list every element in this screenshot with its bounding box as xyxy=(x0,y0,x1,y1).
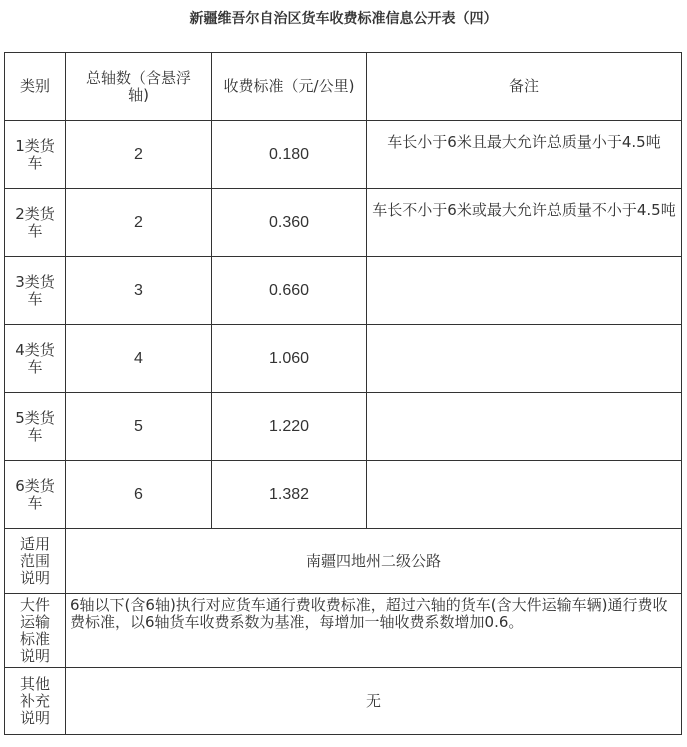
row-remark xyxy=(367,257,682,325)
header-rate: 收费标准（元/公里) xyxy=(212,53,367,121)
large-cargo-label: 大件运输标准说明 xyxy=(5,594,66,668)
row-axles: 4 xyxy=(66,325,212,393)
row-axles: 6 xyxy=(66,461,212,529)
row-remark xyxy=(367,393,682,461)
scope-label: 适用范围说明 xyxy=(5,529,66,594)
table-row xyxy=(5,121,682,189)
row-axles: 2 xyxy=(66,121,212,189)
row-remark: 车长不小于6米或最大允许总质量不小于4.5吨 xyxy=(367,189,682,257)
page-title: 新疆维吾尔自治区货车收费标准信息公开表（四） xyxy=(189,11,498,27)
row-remark xyxy=(367,325,682,393)
table-row xyxy=(5,393,682,461)
row-category: 5类货车 xyxy=(5,393,66,461)
other-value: 无 xyxy=(66,668,682,735)
other-row xyxy=(5,668,682,735)
row-rate: 1.382 xyxy=(212,461,367,529)
table-row xyxy=(5,461,682,529)
other-label: 其他补充说明 xyxy=(5,668,66,735)
table-row xyxy=(5,189,682,257)
row-category: 6类货车 xyxy=(5,461,66,529)
header-remark: 备注 xyxy=(367,53,682,121)
large-cargo-row xyxy=(5,594,682,668)
scope-value: 南疆四地州二级公路 xyxy=(66,529,682,594)
row-rate: 0.180 xyxy=(212,121,367,189)
fee-table xyxy=(4,52,682,735)
header-axles: 总轴数（含悬浮轴) xyxy=(66,53,212,121)
row-axles: 3 xyxy=(66,257,212,325)
row-remark xyxy=(367,461,682,529)
row-axles: 5 xyxy=(66,393,212,461)
row-category: 1类货车 xyxy=(5,121,66,189)
row-rate: 1.220 xyxy=(212,393,367,461)
row-rate: 0.360 xyxy=(212,189,367,257)
row-category: 4类货车 xyxy=(5,325,66,393)
large-cargo-value: 6轴以下(含6轴)执行对应货车通行费收费标准，超过六轴的货车(含大件运输车辆)通行费收费标准，以6轴货车收费系数为基准，每增加一轴收费系数增加0.6。 xyxy=(66,594,682,668)
row-axles: 2 xyxy=(66,189,212,257)
scope-row xyxy=(5,529,682,594)
header-category: 类别 xyxy=(5,53,66,121)
row-remark: 车长小于6米且最大允许总质量小于4.5吨 xyxy=(367,121,682,189)
table-header-row xyxy=(5,53,682,121)
row-category: 2类货车 xyxy=(5,189,66,257)
table-row xyxy=(5,325,682,393)
table-row xyxy=(5,257,682,325)
row-category: 3类货车 xyxy=(5,257,66,325)
row-rate: 1.060 xyxy=(212,325,367,393)
row-rate: 0.660 xyxy=(212,257,367,325)
